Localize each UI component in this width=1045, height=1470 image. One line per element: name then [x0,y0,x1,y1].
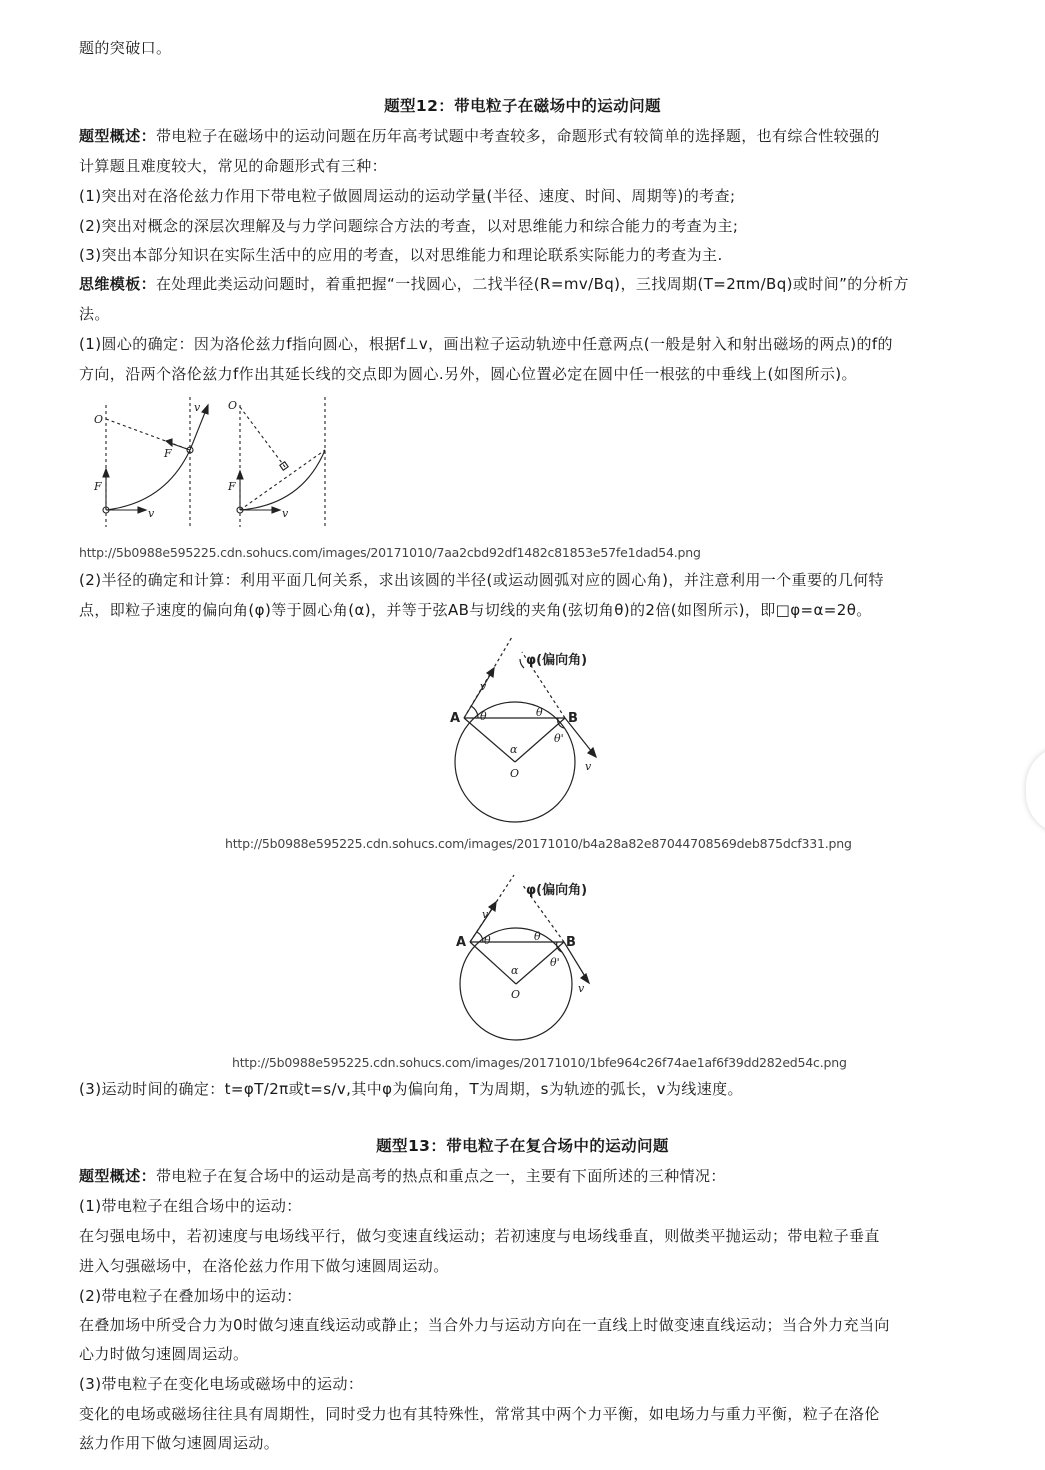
image-url[interactable]: http://5b0988e595225.cdn.sohucs.com/images/20171010/7aa2cbd92df1482c81853e57fe1dad54.png [79,545,701,560]
label-theta-prime: θ' [550,956,560,969]
overview-13 [79,1164,1005,1188]
label-O: O [510,767,520,780]
text-line: (1)带电粒子在组合场中的运动： [79,1197,302,1215]
text-line: 计算题且难度较大，常见的命题形式有三种： [79,157,388,175]
text-line: (3)运动时间的确定：t=φT/2π或t=s/v,其中φ为偏向角，T为周期，s为轨迹的弧长，v为线速度。 [79,1080,743,1098]
label-A: A [450,711,461,726]
text-line: 进入匀强磁场中，在洛伦兹力作用下做匀速圆周运动。 [79,1257,449,1275]
label-B: B [568,711,578,726]
label-theta: θ [536,706,543,719]
template-text: 在处理此类运动问题时，着重把握“一找圆心，二找半径(R=mv/Bq)，三找周期(T=2πm/Bq)或时间”的分析方 [156,275,909,293]
label-theta: θ [484,934,491,947]
text-line: 在叠加场中所受合力为0时做匀速直线运动或静止；当合外力与运动方向在一直线上时做变速直线运动；当合外力充当向 [79,1316,890,1334]
label-O: O [94,413,104,426]
label-alpha: α [511,964,519,977]
label-B: B [566,935,576,950]
text-line: (2)带电粒子在叠加场中的运动： [79,1287,302,1305]
label-F: F [94,480,102,493]
label-v: v [148,507,155,520]
text-line: (1)突出对在洛伦兹力作用下带电粒子做圆周运动的运动学量(半径、速度、时间、周期等)的考查; [79,187,736,205]
figure-deflection-diagram-small [452,870,602,1050]
label-F: F [228,480,236,493]
label-v: v [578,982,585,995]
figure-deflection-diagram [440,632,620,832]
text-line: 题的突破口。 [79,39,172,57]
label-v: v [482,908,489,921]
text-line: 方向，沿两个洛伦兹力f作出其延长线的交点即为圆心.另外，圆心位置必定在圆中任一根弦的中垂线上(如图所示)。 [79,365,857,383]
label-v: v [282,507,289,520]
label-A: A [456,935,467,950]
label-O: O [511,988,521,1001]
text-line: 变化的电场或磁场往往具有周期性，同时受力也有其特殊性，常常其中两个力平衡，如电场力与重力平衡，粒子在洛伦 [79,1405,880,1423]
overview-label: 题型概述： [79,127,157,145]
overview-text: 带电粒子在磁场中的运动问题在历年高考试题中考查较多，命题形式有较简单的选择题，也有综合性较强的 [156,127,880,145]
text-line: 心力时做匀速圆周运动。 [79,1345,249,1363]
text-line: 在匀强电场中，若初速度与电场线平行，做匀变速直线运动；若初速度与电场线垂直，则做类平抛运动；带电粒子垂直 [79,1227,880,1245]
text-line: 法。 [79,305,110,323]
label-v: v [585,760,592,773]
label-F: F [164,447,172,460]
section-title-12: 题型12：带电粒子在磁场中的运动问题 [384,97,661,115]
text-line: (3)突出本部分知识在实际生活中的应用的考查，以对思维能力和理论联系实际能力的考查为主. [79,246,723,264]
label-v: v [480,680,487,693]
label-alpha: α [510,743,518,756]
label-theta: θ [480,710,487,723]
overview-text: 带电粒子在复合场中的运动是高考的热点和重点之一，主要有下面所述的三种情况： [156,1167,726,1185]
overview-12 [79,124,1005,148]
template-label: 思维模板： [79,275,157,293]
label-phi: φ(偏向角) [526,653,588,668]
label-phi: φ(偏向角) [526,883,588,898]
text-line: (1)圆心的确定：因为洛伦兹力f指向圆心，根据f⊥v，画出粒子运动轨迹中任意两点(一般是射入和射出磁场的两点)的f的 [79,335,893,353]
text-line: (3)带电粒子在变化电场或磁场中的运动： [79,1375,364,1393]
overview-label: 题型概述： [79,1167,157,1185]
label-theta-prime: θ' [554,732,564,745]
label-theta: θ [534,930,541,943]
image-url[interactable]: http://5b0988e595225.cdn.sohucs.com/images/20171010/b4a28a82e87044708569deb875dcf331.png [225,836,852,851]
text-line: 点，即粒子速度的偏向角(φ)等于圆心角(α)，并等于弦AB与切线的夹角(弦切角θ)的2倍(如图所示)，即□φ=α=2θ。 [79,601,872,619]
floating-side-button[interactable] [1026,746,1045,834]
text-line: 兹力作用下做匀速圆周运动。 [79,1434,280,1452]
image-url[interactable]: http://5b0988e595225.cdn.sohucs.com/images/20171010/1bfe964c26f74ae1af6f39dd282ed54c.png [232,1055,847,1070]
thinking-template [79,272,1005,296]
label-O: O [228,399,238,412]
text-line: (2)突出对概念的深层次理解及与力学问题综合方法的考查，以对思维能力和综合能力的考查为主; [79,217,739,235]
section-title-13: 题型13：带电粒子在复合场中的运动问题 [376,1137,669,1155]
figure-center-diagram [80,395,340,530]
label-v: v [194,401,201,414]
text-line: (2)半径的确定和计算：利用平面几何关系，求出该圆的半径(或运动圆弧对应的圆心角)，并注意利用一个重要的几何特 [79,571,884,589]
